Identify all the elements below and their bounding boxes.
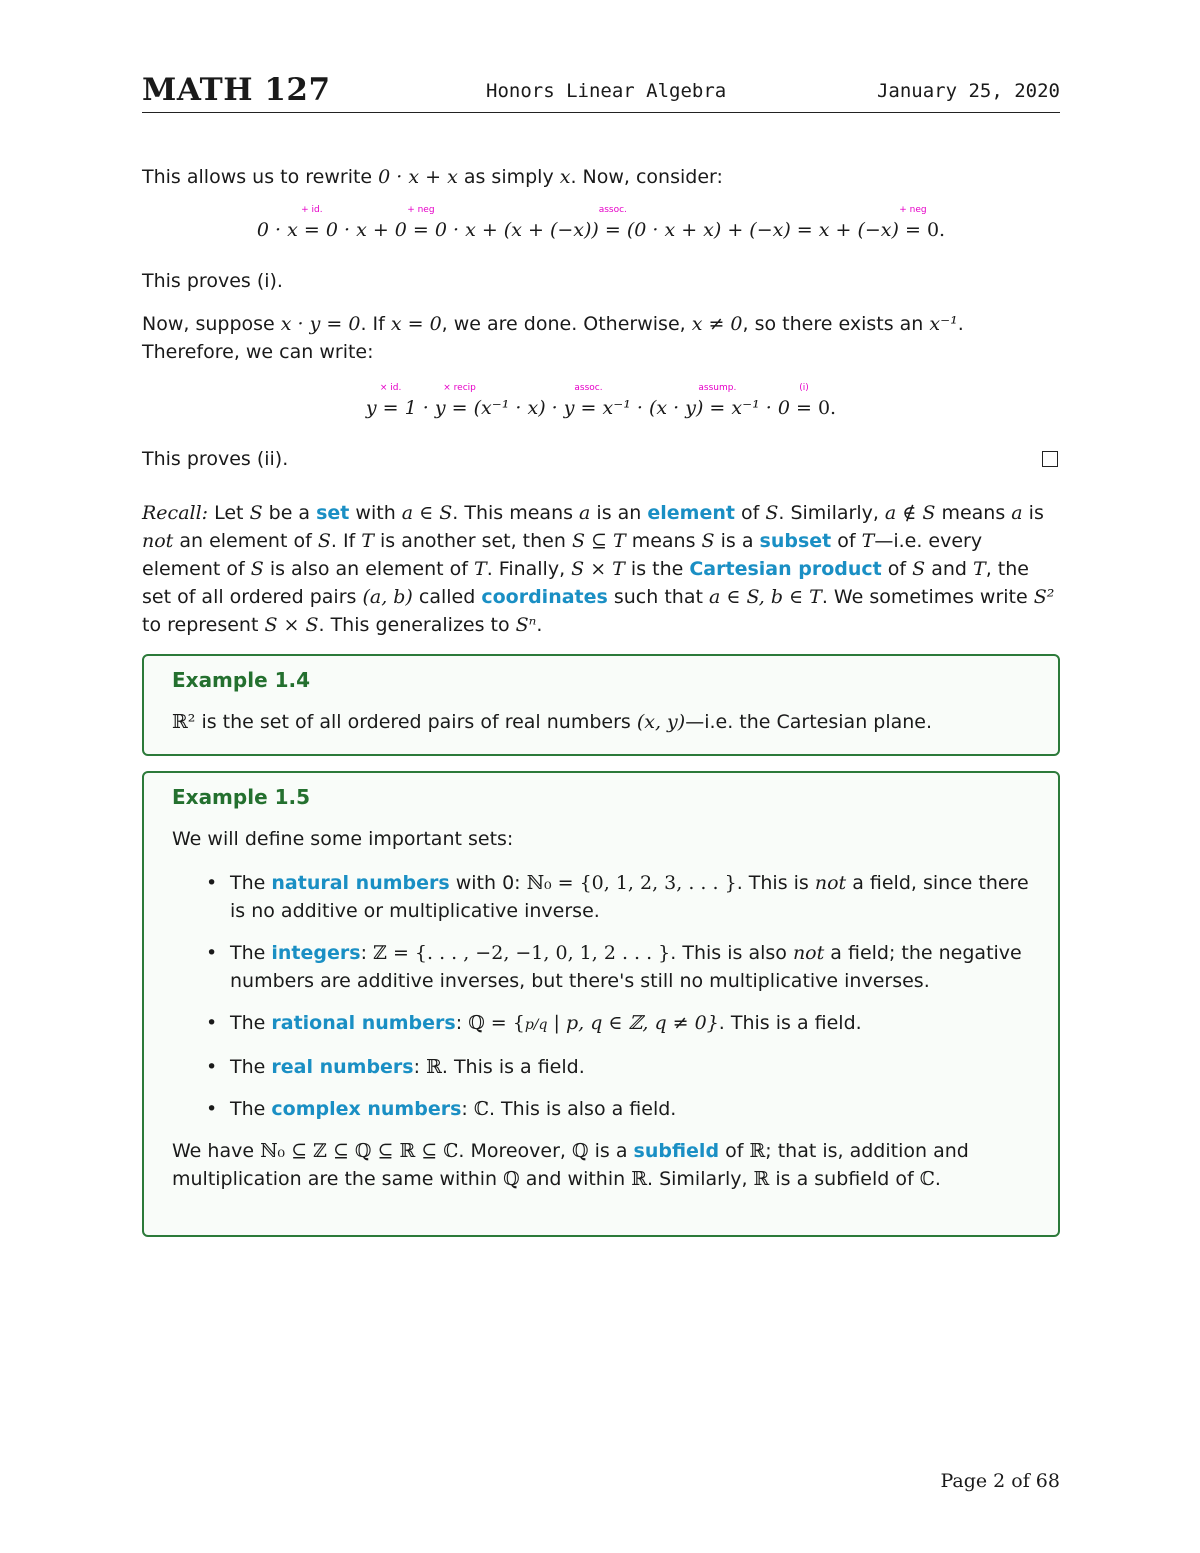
equation-y-equals-zero xyxy=(142,383,1060,422)
text: be a xyxy=(262,502,317,524)
annotated-equals xyxy=(443,383,476,422)
header-date: January 25, 2020 xyxy=(876,80,1060,102)
math: 0 · x xyxy=(256,219,298,241)
keyword: natural numbers xyxy=(271,872,450,894)
text: . We sometimes write xyxy=(821,586,1034,608)
math: T xyxy=(973,558,986,580)
list-item xyxy=(172,869,1032,925)
text: The xyxy=(230,942,272,964)
math: 0 · x + x xyxy=(378,166,458,188)
keyword: Cartesian product xyxy=(689,558,882,580)
math: 0 · x + (x + (−x)) xyxy=(434,219,599,241)
annotation: assump. xyxy=(698,383,737,393)
text: . This generalizes to xyxy=(318,614,516,636)
list-item xyxy=(172,1053,1032,1081)
example-body xyxy=(172,825,1032,1193)
text: . If xyxy=(330,530,362,552)
text: is an xyxy=(590,502,648,524)
math: S xyxy=(317,530,331,552)
equals-sign: = xyxy=(580,397,597,419)
text: called xyxy=(412,586,482,608)
math: (a, b) xyxy=(362,586,413,608)
text: . This is also xyxy=(670,942,793,964)
text: : xyxy=(360,942,374,964)
bullet-icon: • xyxy=(206,1098,218,1120)
math: S xyxy=(249,502,263,524)
text: is a subfield of xyxy=(769,1168,920,1190)
text: . Similarly, xyxy=(778,502,885,524)
math: 0. xyxy=(817,397,837,419)
annotated-equals xyxy=(899,205,927,244)
text: is another set, then xyxy=(373,530,572,552)
math: y xyxy=(365,397,377,419)
math: S xyxy=(912,558,926,580)
text: . Now, consider: xyxy=(570,166,723,188)
text: , so there exists an xyxy=(742,313,930,335)
math: a ∉ S xyxy=(884,502,936,524)
text: as simply xyxy=(457,166,560,188)
annotation: + neg xyxy=(407,205,435,215)
equals-sign: = xyxy=(796,397,812,419)
math: a ∈ S, b ∈ T xyxy=(708,586,822,608)
text: and within xyxy=(519,1168,632,1190)
text: and xyxy=(925,558,974,580)
keyword: coordinates xyxy=(481,586,608,608)
math: ℤ = {. . . , −2, −1, 0, 1, 2 . . . } xyxy=(373,942,671,964)
text: of xyxy=(881,558,913,580)
math: ℚ xyxy=(503,1168,520,1190)
bullet-icon: • xyxy=(206,1056,218,1078)
annotated-equals xyxy=(598,205,627,244)
math: a xyxy=(1011,502,1023,524)
text: is xyxy=(1022,502,1044,524)
math: ℝ xyxy=(749,1140,766,1162)
text: is a xyxy=(588,1140,634,1162)
math: 0. xyxy=(926,219,946,241)
equals-sign: = xyxy=(709,397,726,419)
equals-sign: = xyxy=(904,219,921,241)
equals-sign: = xyxy=(451,397,468,419)
intro-paragraph xyxy=(142,163,1060,191)
text: means xyxy=(625,530,702,552)
math: S × T xyxy=(571,558,625,580)
text: a field; the negative numbers are additive inverses, but there's still no multiplicative inverses. xyxy=(230,942,1022,992)
list-item xyxy=(172,939,1032,995)
equals-sign: = xyxy=(303,219,320,241)
text: , we are done. Otherwise, xyxy=(441,313,692,335)
text: This allows us to rewrite xyxy=(142,166,379,188)
text: The xyxy=(230,872,272,894)
annotation: + neg xyxy=(899,205,927,215)
text: . This is also a field. xyxy=(488,1098,677,1120)
math: S xyxy=(250,558,264,580)
math: ℝ xyxy=(426,1056,442,1078)
math: T xyxy=(474,558,487,580)
keyword: subset xyxy=(759,530,832,552)
math: ℚ xyxy=(572,1140,589,1162)
text: . xyxy=(536,614,543,636)
math: x ≠ 0 xyxy=(691,313,743,335)
text: : xyxy=(461,1098,474,1120)
text: such that xyxy=(607,586,709,608)
text: is the xyxy=(624,558,690,580)
math: | p, q ∈ ℤ, q ≠ 0} xyxy=(547,1012,719,1034)
text: : xyxy=(413,1056,427,1078)
math: S xyxy=(765,502,779,524)
math: 1 · y xyxy=(404,397,446,419)
math: (x⁻¹ · x) · y xyxy=(473,397,575,419)
proves-i: This proves (i). xyxy=(142,270,283,292)
text: ; that is, addition and multiplication are the same within xyxy=(172,1140,969,1190)
math: S × S xyxy=(264,614,319,636)
annotation: assoc. xyxy=(574,383,603,393)
page-header xyxy=(142,64,1060,113)
equals-sign: = xyxy=(382,397,399,419)
text: with xyxy=(349,502,402,524)
math: x⁻¹ · 0 xyxy=(731,397,790,419)
annotation: assoc. xyxy=(598,205,627,215)
math: a ∈ S xyxy=(401,502,453,524)
keyword: complex numbers xyxy=(271,1098,462,1120)
example-1-5-box xyxy=(142,771,1060,1237)
text: —i.e. the Cartesian plane. xyxy=(685,711,933,733)
text: means xyxy=(935,502,1012,524)
annotated-equals xyxy=(698,383,737,422)
math: a xyxy=(579,502,591,524)
bullet-icon: • xyxy=(206,942,218,964)
annotated-equals xyxy=(574,383,603,422)
math: (x, y) xyxy=(636,711,686,733)
list-item xyxy=(172,1009,1032,1039)
math: ℕ₀ = {0, 1, 2, 3, . . . } xyxy=(526,872,737,894)
keyword: integers xyxy=(271,942,361,964)
example-title: Example 1.4 xyxy=(172,668,311,692)
text: is a xyxy=(714,530,760,552)
equals-sign: = xyxy=(412,219,429,241)
text: We have xyxy=(172,1140,261,1162)
text: a field, since there is no additive or multiplicative inverse. xyxy=(230,872,1029,922)
text: The xyxy=(230,1098,272,1120)
math: ℝ² xyxy=(172,711,196,733)
page xyxy=(142,0,1060,1553)
text: The xyxy=(230,1012,272,1034)
math: ℂ xyxy=(473,1098,489,1120)
text: with 0: xyxy=(449,872,527,894)
math: x = 0 xyxy=(390,313,442,335)
math: S ⊆ T xyxy=(571,530,626,552)
math: S xyxy=(701,530,715,552)
text: The xyxy=(230,1056,272,1078)
text: is also an element of xyxy=(263,558,474,580)
recall-paragraph xyxy=(142,499,1060,639)
text: is the set of all ordered pairs of real numbers xyxy=(195,711,637,733)
recall-label: Recall: xyxy=(142,502,209,524)
text: . Finally, xyxy=(486,558,572,580)
text: . Therefore, we can write: xyxy=(142,313,964,363)
math: ℕ₀ ⊆ ℤ ⊆ ℚ ⊆ ℝ ⊆ ℂ xyxy=(260,1140,459,1162)
text: . This is a field. xyxy=(441,1056,585,1078)
example-title: Example 1.5 xyxy=(172,785,311,809)
math: x⁻¹ xyxy=(929,313,958,335)
bullet-icon: • xyxy=(206,872,218,894)
text: —i.e. every element of xyxy=(142,530,983,580)
annotated-equals xyxy=(379,383,402,422)
math: (0 · x + x) + (−x) = x + (−x) xyxy=(626,219,899,241)
text: . Moreover, xyxy=(458,1140,573,1162)
paragraph-suppose xyxy=(142,310,1060,366)
annotated-equals xyxy=(796,383,812,422)
math: 0 · x + 0 xyxy=(325,219,407,241)
math: x⁻¹ · (x · y) xyxy=(602,397,704,419)
example-body xyxy=(172,708,1032,736)
emphasis: not xyxy=(142,530,174,552)
annotated-equals xyxy=(407,205,435,244)
text: of xyxy=(831,530,862,552)
emphasis: not xyxy=(792,942,825,964)
keyword: rational numbers xyxy=(271,1012,456,1034)
math: x · y = 0 xyxy=(280,313,361,335)
keyword: subfield xyxy=(633,1140,720,1162)
list-item xyxy=(172,1095,1032,1123)
course-title: MATH 127 xyxy=(142,72,331,108)
emphasis: not xyxy=(814,872,847,894)
text: of xyxy=(719,1140,750,1162)
text: . This is a field. xyxy=(718,1012,862,1034)
text: of xyxy=(734,502,766,524)
keyword: real numbers xyxy=(271,1056,414,1078)
fraction: p/q xyxy=(524,1017,548,1033)
text: . If xyxy=(360,313,391,335)
text: . Similarly, xyxy=(647,1168,754,1190)
equation-zero-times-x xyxy=(142,205,1060,244)
math: T xyxy=(861,530,875,552)
example-intro: We will define some important sets: xyxy=(172,828,514,850)
math: ℝ xyxy=(631,1168,647,1190)
annotation: (i) xyxy=(799,383,809,393)
text: Now, suppose xyxy=(142,313,281,335)
proves-ii: This proves (ii). xyxy=(142,448,289,470)
text: , the set of all ordered pairs xyxy=(142,558,1029,608)
text: . This is xyxy=(736,872,815,894)
equals-sign: = xyxy=(604,219,621,241)
bullet-icon: • xyxy=(206,1012,218,1034)
math: x xyxy=(559,166,571,188)
text: an element of xyxy=(173,530,318,552)
keyword: element xyxy=(647,502,735,524)
math: T xyxy=(361,530,374,552)
text: Let xyxy=(208,502,250,524)
example-1-4-box xyxy=(142,654,1060,756)
example-closing xyxy=(172,1137,1032,1193)
keyword: set xyxy=(316,502,350,524)
annotated-equals xyxy=(301,205,323,244)
text: . This means xyxy=(452,502,580,524)
math: ℚ = { xyxy=(468,1012,525,1034)
math: ℝ xyxy=(753,1168,770,1190)
sets-list xyxy=(172,869,1032,1123)
qed-square-icon xyxy=(1042,451,1058,467)
page-number: Page 2 of 68 xyxy=(940,1470,1060,1492)
annotation: × recip xyxy=(443,383,476,393)
math: S² xyxy=(1033,586,1055,608)
text: . xyxy=(934,1168,941,1190)
math: Sⁿ xyxy=(515,614,537,636)
course-subject: Honors Linear Algebra xyxy=(486,80,727,102)
text: to represent xyxy=(142,614,265,636)
math: ℂ xyxy=(919,1168,935,1190)
annotation: + id. xyxy=(301,205,323,215)
text: : xyxy=(455,1012,469,1034)
annotation: × id. xyxy=(379,383,402,393)
